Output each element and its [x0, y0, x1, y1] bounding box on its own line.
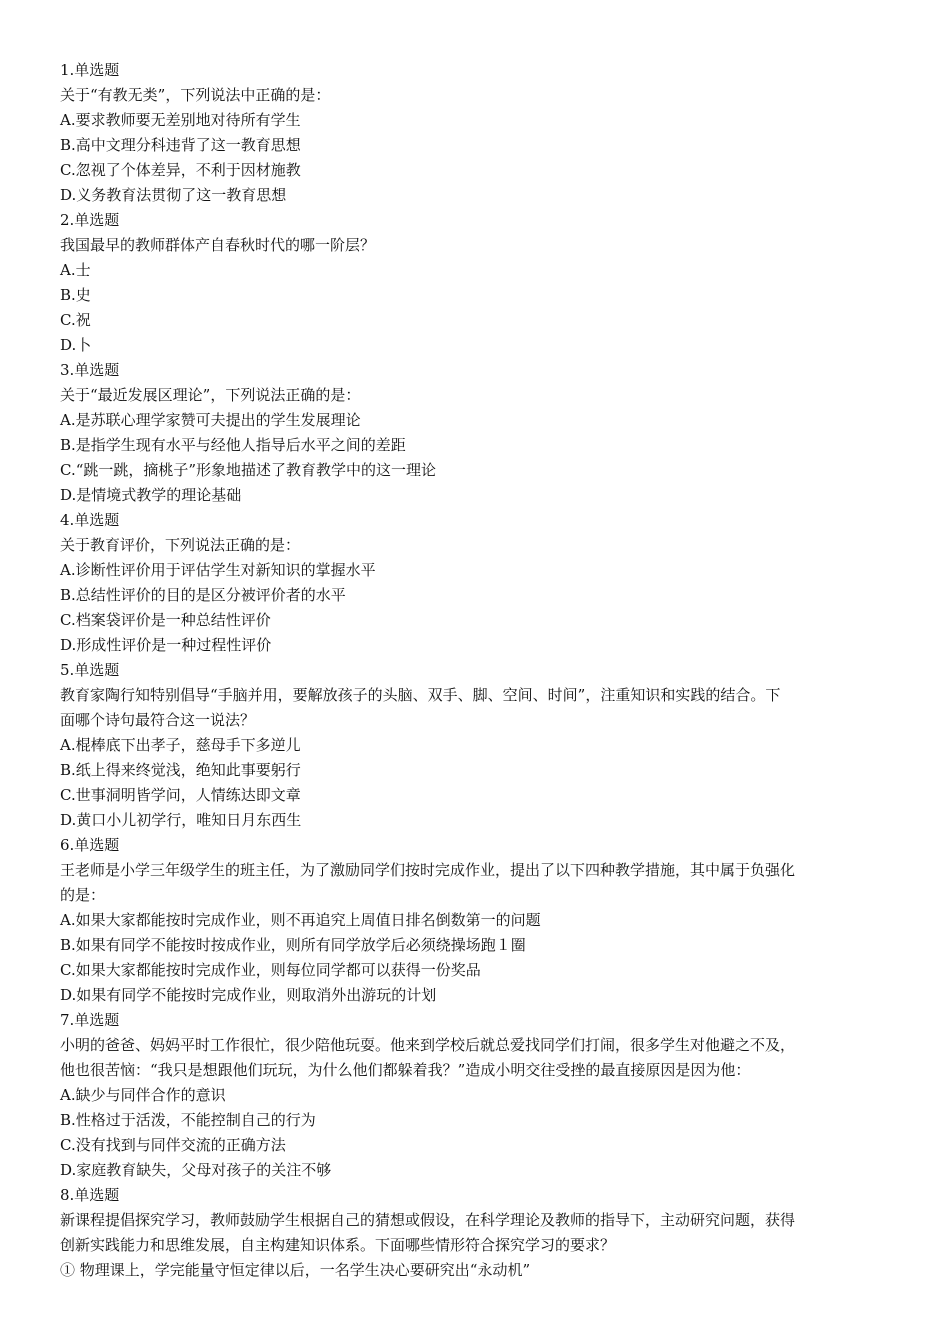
- option-b: B.是指学生现有水平与经他人指导后水平之间的差距: [60, 436, 406, 454]
- question-3: [60, 358, 890, 508]
- option-b: B.纸上得来终觉浅，绝知此事要躬行: [60, 761, 301, 779]
- question-header: 8.单选题: [60, 1186, 120, 1204]
- option-c: C.如果大家都能按时完成作业，则每位同学都可以获得一份奖品: [60, 961, 481, 979]
- option-d: D.如果有同学不能按时完成作业，则取消外出游玩的计划: [60, 986, 437, 1004]
- option-b: B.高中文理分科违背了这一教育思想: [60, 136, 301, 154]
- option-a: A.缺少与同伴合作的意识: [60, 1086, 226, 1104]
- option-a: A.士: [60, 261, 91, 279]
- question-6: [60, 833, 890, 1008]
- option-c: C.忽视了个体差异，不利于因材施教: [60, 161, 301, 179]
- question-header: 3.单选题: [60, 361, 120, 379]
- question-stem-continued: 创新实践能力和思维发展，自主构建知识体系。下面哪些情形符合探究学习的要求？: [60, 1236, 616, 1254]
- question-header: 2.单选题: [60, 211, 120, 229]
- question-header: 5.单选题: [60, 661, 120, 679]
- question-header: 1.单选题: [60, 61, 120, 79]
- option-a: A.是苏联心理学家赞可夫提出的学生发展理论: [60, 411, 361, 429]
- option-d: D.卜: [60, 336, 92, 354]
- option-c: C.档案袋评价是一种总结性评价: [60, 611, 271, 629]
- option-c: C.没有找到与同伴交流的正确方法: [60, 1136, 286, 1154]
- option-d: D.家庭教育缺失，父母对孩子的关注不够: [60, 1161, 332, 1179]
- question-header: 4.单选题: [60, 511, 120, 529]
- option-b: B.如果有同学不能按时按成作业，则所有同学放学后必须绕操场跑１圈: [60, 936, 526, 954]
- question-stem: 我国最早的教师群体产自春秋时代的哪一阶层？: [60, 236, 376, 254]
- question-stem: 关于“有教无类”，下列说法中正确的是：: [60, 86, 331, 104]
- question-stem-continued: 的是：: [60, 886, 106, 904]
- option-d: D.黄口小儿初学行，唯知日月东西生: [60, 811, 302, 829]
- question-stem: 新课程提倡探究学习，教师鼓励学生根据自己的猜想或假设，在科学理论及教师的指导下，主动研究问题，获得: [60, 1211, 796, 1229]
- question-4: [60, 508, 890, 658]
- option-d: D.是情境式教学的理论基础: [60, 486, 242, 504]
- option-a: A.如果大家都能按时完成作业，则不再追究上周值日排名倒数第一的问题: [60, 911, 541, 929]
- option-d: D.义务教育法贯彻了这一教育思想: [60, 186, 287, 204]
- question-8: [60, 1183, 890, 1283]
- statement-1: ① 物理课上，学完能量守恒定律以后，一名学生决心要研究出“永动机”: [60, 1261, 531, 1279]
- question-stem: 王老师是小学三年级学生的班主任，为了激励同学们按时完成作业，提出了以下四种教学措施，其中属于负强化: [60, 861, 796, 879]
- option-c: C.世事洞明皆学问，人情练达即文章: [60, 786, 301, 804]
- option-a: A.棍棒底下出孝子，慈母手下多逆儿: [60, 736, 301, 754]
- question-7: [60, 1008, 890, 1183]
- question-1: [60, 58, 890, 208]
- option-b: B.史: [60, 286, 91, 304]
- question-stem-continued: 面哪个诗句最符合这一说法？: [60, 711, 256, 729]
- option-a: A.要求教师要无差别地对待所有学生: [60, 111, 301, 129]
- question-stem: 关于教育评价，下列说法正确的是：: [60, 536, 301, 554]
- document-body: [60, 58, 890, 1283]
- question-5: [60, 658, 890, 833]
- question-stem: 关于“最近发展区理论”，下列说法正确的是：: [60, 386, 361, 404]
- question-header: 7.单选题: [60, 1011, 120, 1029]
- option-d: D.形成性评价是一种过程性评价: [60, 636, 272, 654]
- question-2: [60, 208, 890, 358]
- question-stem: 小明的爸爸、妈妈平时工作很忙，很少陪他玩耍。他来到学校后就总爱找同学们打闹，很多学生对他避之不及，: [60, 1036, 796, 1054]
- option-a: A.诊断性评价用于评估学生对新知识的掌握水平: [60, 561, 376, 579]
- option-b: B.总结性评价的目的是区分被评价者的水平: [60, 586, 346, 604]
- option-c: C.祝: [60, 311, 91, 329]
- option-b: B.性格过于活泼，不能控制自己的行为: [60, 1111, 316, 1129]
- question-header: 6.单选题: [60, 836, 120, 854]
- option-c: C.“跳一跳，摘桃子”形象地描述了教育教学中的这一理论: [60, 461, 437, 479]
- question-stem-continued: 他也很苦恼：“我只是想跟他们玩玩，为什么他们都躲着我？”造成小明交往受挫的最直接原因是因为他：: [60, 1061, 751, 1079]
- question-stem: 教育家陶行知特别倡导“手脑并用，要解放孩子的头脑、双手、脚、空间、时间”，注重知识和实践的结合。下: [60, 686, 781, 704]
